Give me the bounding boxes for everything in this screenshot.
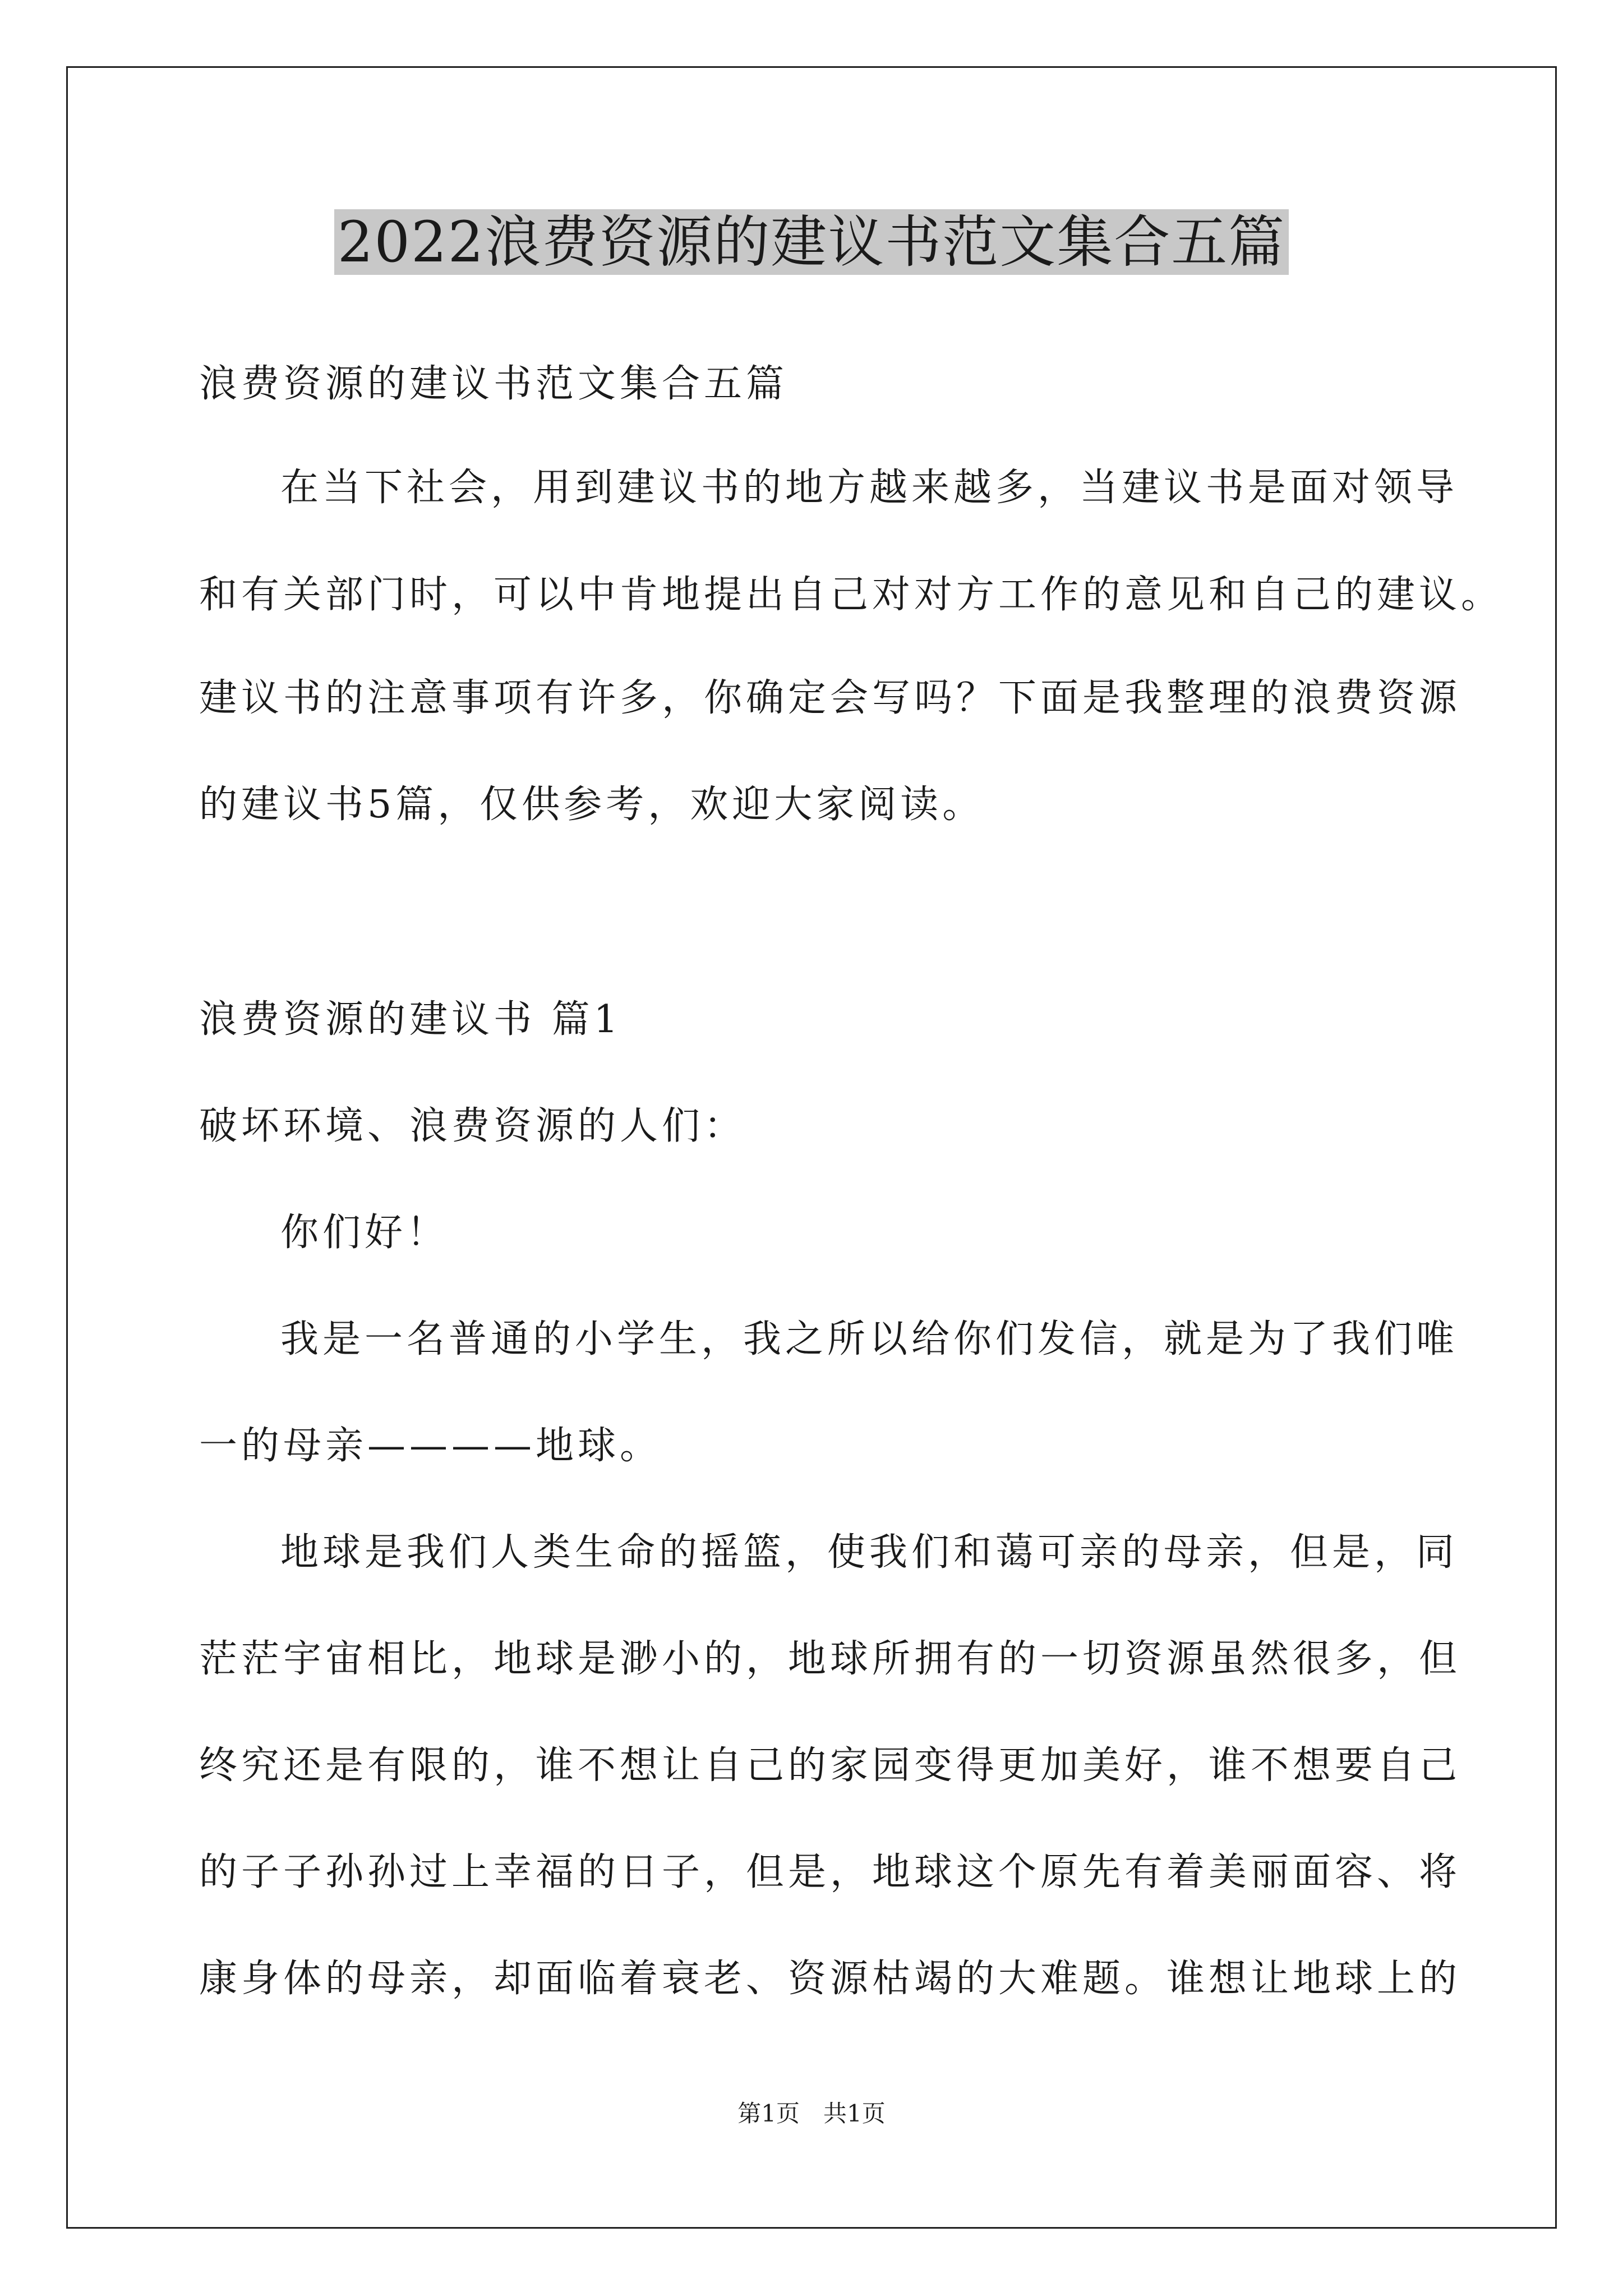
subtitle: 浪费资源的建议书范文集合五篇 <box>199 362 789 406</box>
intro-line: 建议书的注意事项有许多，你确定会写吗？下面是我整理的浪费资源 <box>199 676 1461 720</box>
salutation: 破坏环境、浪费资源的人们： <box>199 1104 746 1148</box>
page-number: 第1页 共1页 <box>737 2100 886 2127</box>
paragraph-line: 的子子孙孙过上幸福的日子，但是，地球这个原先有着美丽面容、将 <box>199 1850 1461 1894</box>
paragraph-line: 一的母亲————地球。 <box>199 1424 662 1468</box>
intro-line: 和有关部门时，可以中肯地提出自己对对方工作的意见和自己的建议。 <box>199 573 1504 617</box>
intro-line: 的建议书5篇，仅供参考，欢迎大家阅读。 <box>199 783 985 827</box>
section-heading: 浪费资源的建议书 篇1 <box>199 997 622 1042</box>
paragraph-line: 我是一名普通的小学生，我之所以给你们发信，就是为了我们唯 <box>280 1317 1459 1361</box>
greeting: 你们好！ <box>280 1211 449 1255</box>
document-title: 2022浪费资源的建议书范文集合五篇 <box>0 203 1623 282</box>
paragraph-line: 茫茫宇宙相比，地球是渺小的，地球所拥有的一切资源虽然很多，但 <box>199 1637 1461 1681</box>
paragraph-line: 终究还是有限的，谁不想让自己的家园变得更加美好，谁不想要自己 <box>199 1743 1461 1788</box>
paragraph-line: 地球是我们人类生命的摇篮，使我们和蔼可亲的母亲，但是，同 <box>280 1530 1459 1575</box>
paragraph-line: 康身体的母亲，却面临着衰老、资源枯竭的大难题。谁想让地球上的 <box>199 1957 1461 2001</box>
intro-line: 在当下社会，用到建议书的地方越来越多，当建议书是面对领导 <box>280 466 1459 510</box>
